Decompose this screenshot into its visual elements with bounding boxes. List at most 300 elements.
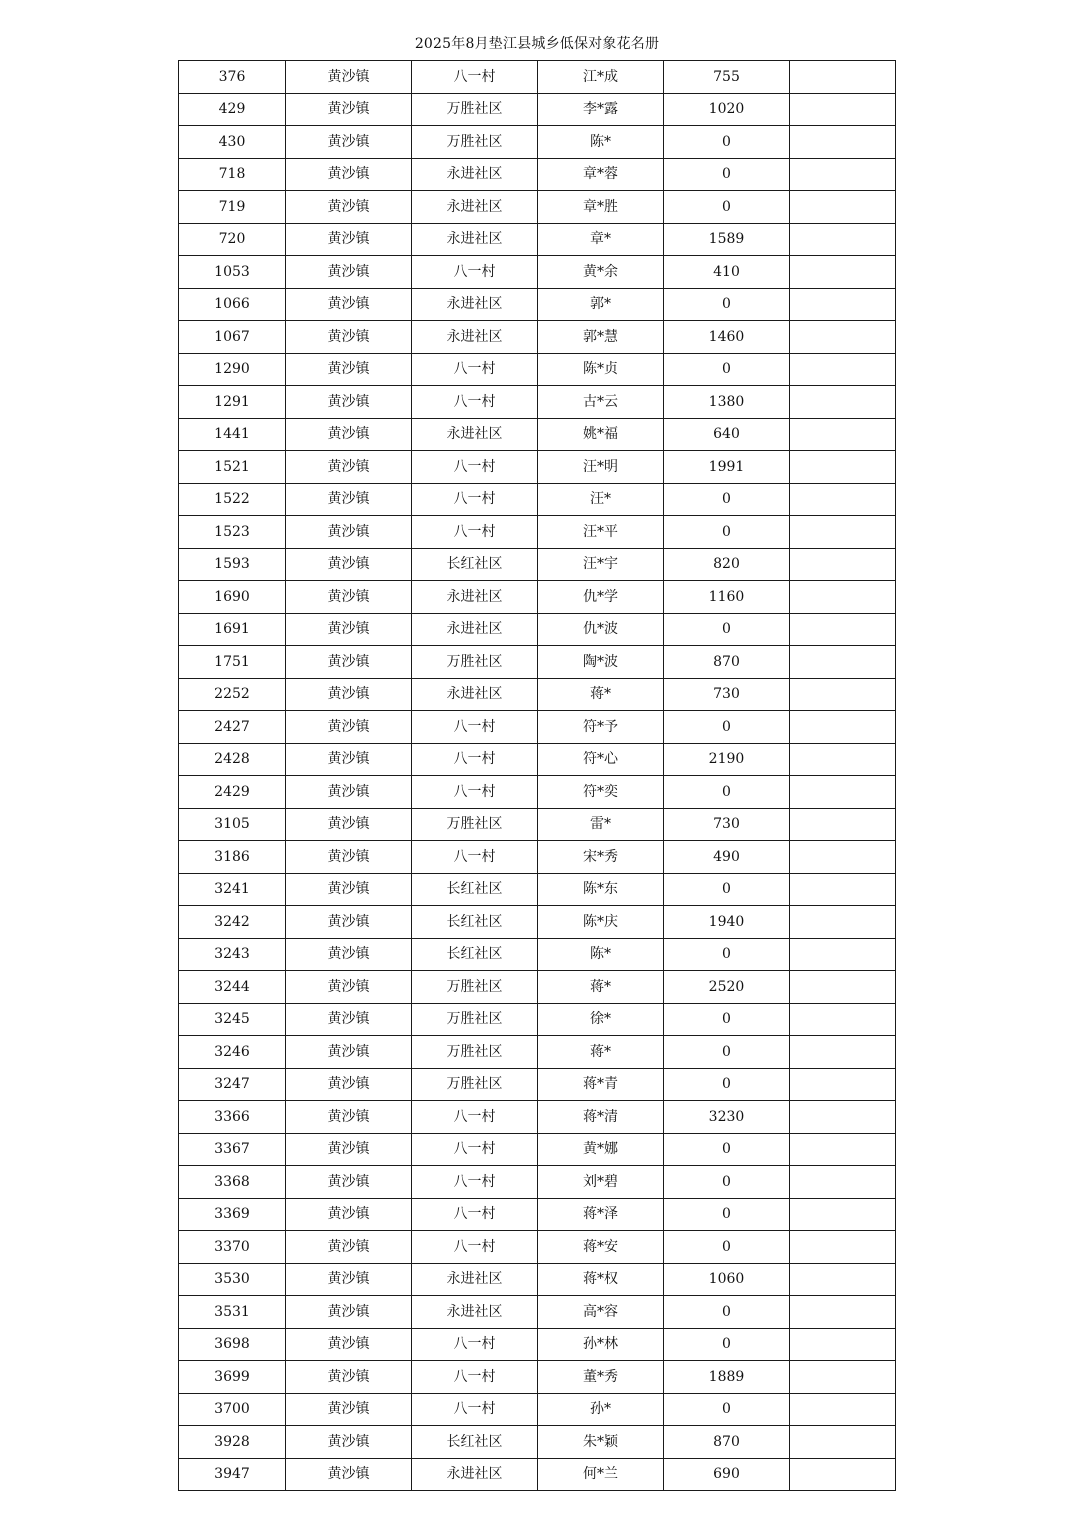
serial-number-cell: 429 xyxy=(179,93,286,126)
amount-cell: 820 xyxy=(664,548,790,581)
town-cell: 黄沙镇 xyxy=(286,1263,412,1296)
name-cell: 江*成 xyxy=(538,61,664,94)
amount-cell: 1889 xyxy=(664,1361,790,1394)
table-row xyxy=(179,418,896,451)
remark-cell xyxy=(790,808,896,841)
amount-cell: 0 xyxy=(664,353,790,386)
name-cell: 汪*宇 xyxy=(538,548,664,581)
town-cell: 黄沙镇 xyxy=(286,711,412,744)
remark-cell xyxy=(790,1263,896,1296)
name-cell: 郭* xyxy=(538,288,664,321)
village-cell: 万胜社区 xyxy=(412,808,538,841)
remark-cell xyxy=(790,1393,896,1426)
name-cell: 章* xyxy=(538,223,664,256)
village-cell: 长红社区 xyxy=(412,873,538,906)
village-cell: 永进社区 xyxy=(412,288,538,321)
village-cell: 永进社区 xyxy=(412,321,538,354)
table-row xyxy=(179,451,896,484)
name-cell: 陈*东 xyxy=(538,873,664,906)
town-cell: 黄沙镇 xyxy=(286,1393,412,1426)
serial-number-cell: 2429 xyxy=(179,776,286,809)
table-row xyxy=(179,1003,896,1036)
name-cell: 陈* xyxy=(538,126,664,159)
remark-cell xyxy=(790,158,896,191)
serial-number-cell: 3700 xyxy=(179,1393,286,1426)
serial-number-cell: 3698 xyxy=(179,1328,286,1361)
remark-cell xyxy=(790,678,896,711)
table-row xyxy=(179,808,896,841)
amount-cell: 0 xyxy=(664,1133,790,1166)
name-cell: 何*兰 xyxy=(538,1458,664,1491)
name-cell: 孙* xyxy=(538,1393,664,1426)
town-cell: 黄沙镇 xyxy=(286,646,412,679)
amount-cell: 3230 xyxy=(664,1101,790,1134)
village-cell: 长红社区 xyxy=(412,548,538,581)
town-cell: 黄沙镇 xyxy=(286,743,412,776)
amount-cell: 0 xyxy=(664,158,790,191)
table-row xyxy=(179,873,896,906)
remark-cell xyxy=(790,581,896,614)
village-cell: 八一村 xyxy=(412,353,538,386)
town-cell: 黄沙镇 xyxy=(286,1003,412,1036)
remark-cell xyxy=(790,451,896,484)
serial-number-cell: 3243 xyxy=(179,938,286,971)
town-cell: 黄沙镇 xyxy=(286,158,412,191)
serial-number-cell: 1066 xyxy=(179,288,286,321)
village-cell: 永进社区 xyxy=(412,678,538,711)
table-row xyxy=(179,1296,896,1329)
remark-cell xyxy=(790,613,896,646)
name-cell: 仇*波 xyxy=(538,613,664,646)
serial-number-cell: 3531 xyxy=(179,1296,286,1329)
remark-cell xyxy=(790,1328,896,1361)
town-cell: 黄沙镇 xyxy=(286,386,412,419)
village-cell: 永进社区 xyxy=(412,418,538,451)
village-cell: 八一村 xyxy=(412,1361,538,1394)
serial-number-cell: 3247 xyxy=(179,1068,286,1101)
name-cell: 宋*秀 xyxy=(538,841,664,874)
town-cell: 黄沙镇 xyxy=(286,223,412,256)
village-cell: 八一村 xyxy=(412,1231,538,1264)
amount-cell: 690 xyxy=(664,1458,790,1491)
table-row xyxy=(179,1393,896,1426)
table-row xyxy=(179,483,896,516)
remark-cell xyxy=(790,1101,896,1134)
serial-number-cell: 719 xyxy=(179,191,286,224)
town-cell: 黄沙镇 xyxy=(286,451,412,484)
remark-cell xyxy=(790,1166,896,1199)
table-row xyxy=(179,743,896,776)
remark-cell xyxy=(790,1036,896,1069)
village-cell: 永进社区 xyxy=(412,613,538,646)
table-row xyxy=(179,646,896,679)
table-row xyxy=(179,1036,896,1069)
village-cell: 八一村 xyxy=(412,1133,538,1166)
remark-cell xyxy=(790,1426,896,1459)
amount-cell: 730 xyxy=(664,678,790,711)
amount-cell: 0 xyxy=(664,1231,790,1264)
amount-cell: 755 xyxy=(664,61,790,94)
remark-cell xyxy=(790,93,896,126)
town-cell: 黄沙镇 xyxy=(286,256,412,289)
remark-cell xyxy=(790,776,896,809)
village-cell: 永进社区 xyxy=(412,581,538,614)
table-row xyxy=(179,1328,896,1361)
town-cell: 黄沙镇 xyxy=(286,1296,412,1329)
name-cell: 高*容 xyxy=(538,1296,664,1329)
amount-cell: 1160 xyxy=(664,581,790,614)
remark-cell xyxy=(790,126,896,159)
remark-cell xyxy=(790,223,896,256)
amount-cell: 0 xyxy=(664,613,790,646)
serial-number-cell: 2427 xyxy=(179,711,286,744)
amount-cell: 0 xyxy=(664,1068,790,1101)
name-cell: 姚*福 xyxy=(538,418,664,451)
table-row xyxy=(179,516,896,549)
table-row xyxy=(179,256,896,289)
name-cell: 徐* xyxy=(538,1003,664,1036)
village-cell: 永进社区 xyxy=(412,158,538,191)
table-row xyxy=(179,1101,896,1134)
village-cell: 八一村 xyxy=(412,776,538,809)
town-cell: 黄沙镇 xyxy=(286,1361,412,1394)
remark-cell xyxy=(790,743,896,776)
name-cell: 汪*明 xyxy=(538,451,664,484)
name-cell: 蒋*清 xyxy=(538,1101,664,1134)
name-cell: 黄*娜 xyxy=(538,1133,664,1166)
serial-number-cell: 718 xyxy=(179,158,286,191)
remark-cell xyxy=(790,548,896,581)
remark-cell xyxy=(790,1003,896,1036)
remark-cell xyxy=(790,646,896,679)
town-cell: 黄沙镇 xyxy=(286,1101,412,1134)
town-cell: 黄沙镇 xyxy=(286,483,412,516)
name-cell: 陈*贞 xyxy=(538,353,664,386)
serial-number-cell: 1690 xyxy=(179,581,286,614)
name-cell: 蒋* xyxy=(538,678,664,711)
serial-number-cell: 3369 xyxy=(179,1198,286,1231)
town-cell: 黄沙镇 xyxy=(286,841,412,874)
amount-cell: 1060 xyxy=(664,1263,790,1296)
amount-cell: 0 xyxy=(664,1198,790,1231)
name-cell: 符*心 xyxy=(538,743,664,776)
serial-number-cell: 720 xyxy=(179,223,286,256)
remark-cell xyxy=(790,191,896,224)
table-row xyxy=(179,191,896,224)
amount-cell: 0 xyxy=(664,516,790,549)
amount-cell: 1460 xyxy=(664,321,790,354)
serial-number-cell: 3186 xyxy=(179,841,286,874)
serial-number-cell: 1291 xyxy=(179,386,286,419)
town-cell: 黄沙镇 xyxy=(286,971,412,1004)
amount-cell: 2520 xyxy=(664,971,790,1004)
serial-number-cell: 430 xyxy=(179,126,286,159)
serial-number-cell: 3367 xyxy=(179,1133,286,1166)
table-row xyxy=(179,548,896,581)
village-cell: 八一村 xyxy=(412,451,538,484)
remark-cell xyxy=(790,1068,896,1101)
serial-number-cell: 2428 xyxy=(179,743,286,776)
village-cell: 八一村 xyxy=(412,386,538,419)
roster-table-body xyxy=(179,61,896,1491)
town-cell: 黄沙镇 xyxy=(286,1068,412,1101)
town-cell: 黄沙镇 xyxy=(286,61,412,94)
amount-cell: 0 xyxy=(664,938,790,971)
remark-cell xyxy=(790,971,896,1004)
village-cell: 八一村 xyxy=(412,483,538,516)
village-cell: 八一村 xyxy=(412,711,538,744)
town-cell: 黄沙镇 xyxy=(286,776,412,809)
remark-cell xyxy=(790,483,896,516)
town-cell: 黄沙镇 xyxy=(286,1328,412,1361)
name-cell: 章*蓉 xyxy=(538,158,664,191)
remark-cell xyxy=(790,288,896,321)
serial-number-cell: 1441 xyxy=(179,418,286,451)
town-cell: 黄沙镇 xyxy=(286,873,412,906)
town-cell: 黄沙镇 xyxy=(286,1166,412,1199)
village-cell: 永进社区 xyxy=(412,1263,538,1296)
remark-cell xyxy=(790,873,896,906)
amount-cell: 0 xyxy=(664,483,790,516)
serial-number-cell: 376 xyxy=(179,61,286,94)
village-cell: 八一村 xyxy=(412,256,538,289)
village-cell: 八一村 xyxy=(412,743,538,776)
serial-number-cell: 3530 xyxy=(179,1263,286,1296)
table-row xyxy=(179,1133,896,1166)
name-cell: 蒋* xyxy=(538,971,664,1004)
remark-cell xyxy=(790,1296,896,1329)
village-cell: 万胜社区 xyxy=(412,1003,538,1036)
name-cell: 仇*学 xyxy=(538,581,664,614)
village-cell: 长红社区 xyxy=(412,1426,538,1459)
table-row xyxy=(179,223,896,256)
town-cell: 黄沙镇 xyxy=(286,288,412,321)
remark-cell xyxy=(790,418,896,451)
town-cell: 黄沙镇 xyxy=(286,938,412,971)
serial-number-cell: 3241 xyxy=(179,873,286,906)
table-row xyxy=(179,938,896,971)
village-cell: 永进社区 xyxy=(412,223,538,256)
amount-cell: 1991 xyxy=(664,451,790,484)
remark-cell xyxy=(790,61,896,94)
village-cell: 八一村 xyxy=(412,61,538,94)
serial-number-cell: 1691 xyxy=(179,613,286,646)
table-row xyxy=(179,321,896,354)
town-cell: 黄沙镇 xyxy=(286,516,412,549)
remark-cell xyxy=(790,938,896,971)
name-cell: 陈* xyxy=(538,938,664,971)
table-row xyxy=(179,61,896,94)
serial-number-cell: 3368 xyxy=(179,1166,286,1199)
amount-cell: 0 xyxy=(664,711,790,744)
serial-number-cell: 1751 xyxy=(179,646,286,679)
remark-cell xyxy=(790,1361,896,1394)
table-row xyxy=(179,1166,896,1199)
name-cell: 符*奕 xyxy=(538,776,664,809)
amount-cell: 0 xyxy=(664,1296,790,1329)
remark-cell xyxy=(790,256,896,289)
town-cell: 黄沙镇 xyxy=(286,613,412,646)
amount-cell: 870 xyxy=(664,646,790,679)
serial-number-cell: 1522 xyxy=(179,483,286,516)
town-cell: 黄沙镇 xyxy=(286,678,412,711)
serial-number-cell: 3244 xyxy=(179,971,286,1004)
table-row xyxy=(179,288,896,321)
remark-cell xyxy=(790,1198,896,1231)
town-cell: 黄沙镇 xyxy=(286,1036,412,1069)
town-cell: 黄沙镇 xyxy=(286,126,412,159)
village-cell: 万胜社区 xyxy=(412,1036,538,1069)
name-cell: 古*云 xyxy=(538,386,664,419)
table-row xyxy=(179,158,896,191)
village-cell: 万胜社区 xyxy=(412,971,538,1004)
village-cell: 八一村 xyxy=(412,1101,538,1134)
village-cell: 八一村 xyxy=(412,1198,538,1231)
serial-number-cell: 3366 xyxy=(179,1101,286,1134)
remark-cell xyxy=(790,1458,896,1491)
amount-cell: 1589 xyxy=(664,223,790,256)
village-cell: 永进社区 xyxy=(412,1458,538,1491)
amount-cell: 0 xyxy=(664,191,790,224)
amount-cell: 0 xyxy=(664,873,790,906)
village-cell: 永进社区 xyxy=(412,1296,538,1329)
name-cell: 蒋*权 xyxy=(538,1263,664,1296)
table-row xyxy=(179,126,896,159)
name-cell: 蒋*泽 xyxy=(538,1198,664,1231)
town-cell: 黄沙镇 xyxy=(286,353,412,386)
serial-number-cell: 1290 xyxy=(179,353,286,386)
table-row xyxy=(179,841,896,874)
table-row xyxy=(179,1361,896,1394)
table-row xyxy=(179,906,896,939)
table-row xyxy=(179,93,896,126)
name-cell: 董*秀 xyxy=(538,1361,664,1394)
serial-number-cell: 3242 xyxy=(179,906,286,939)
table-row xyxy=(179,1231,896,1264)
name-cell: 符*予 xyxy=(538,711,664,744)
name-cell: 蒋*青 xyxy=(538,1068,664,1101)
town-cell: 黄沙镇 xyxy=(286,548,412,581)
name-cell: 李*露 xyxy=(538,93,664,126)
village-cell: 长红社区 xyxy=(412,906,538,939)
table-row xyxy=(179,1068,896,1101)
name-cell: 陶*波 xyxy=(538,646,664,679)
town-cell: 黄沙镇 xyxy=(286,418,412,451)
serial-number-cell: 2252 xyxy=(179,678,286,711)
amount-cell: 410 xyxy=(664,256,790,289)
village-cell: 八一村 xyxy=(412,1166,538,1199)
table-row xyxy=(179,971,896,1004)
serial-number-cell: 3246 xyxy=(179,1036,286,1069)
remark-cell xyxy=(790,1231,896,1264)
serial-number-cell: 1521 xyxy=(179,451,286,484)
table-row xyxy=(179,353,896,386)
amount-cell: 730 xyxy=(664,808,790,841)
village-cell: 八一村 xyxy=(412,1328,538,1361)
town-cell: 黄沙镇 xyxy=(286,906,412,939)
village-cell: 八一村 xyxy=(412,841,538,874)
amount-cell: 0 xyxy=(664,1393,790,1426)
village-cell: 万胜社区 xyxy=(412,126,538,159)
serial-number-cell: 1523 xyxy=(179,516,286,549)
table-row xyxy=(179,711,896,744)
roster-table xyxy=(178,60,896,1491)
amount-cell: 0 xyxy=(664,126,790,159)
village-cell: 八一村 xyxy=(412,516,538,549)
remark-cell xyxy=(790,711,896,744)
village-cell: 长红社区 xyxy=(412,938,538,971)
table-row xyxy=(179,581,896,614)
town-cell: 黄沙镇 xyxy=(286,1231,412,1264)
town-cell: 黄沙镇 xyxy=(286,321,412,354)
remark-cell xyxy=(790,841,896,874)
name-cell: 汪* xyxy=(538,483,664,516)
amount-cell: 1940 xyxy=(664,906,790,939)
remark-cell xyxy=(790,386,896,419)
amount-cell: 0 xyxy=(664,1166,790,1199)
town-cell: 黄沙镇 xyxy=(286,1133,412,1166)
name-cell: 蒋*安 xyxy=(538,1231,664,1264)
village-cell: 万胜社区 xyxy=(412,93,538,126)
name-cell: 郭*慧 xyxy=(538,321,664,354)
village-cell: 万胜社区 xyxy=(412,1068,538,1101)
amount-cell: 0 xyxy=(664,776,790,809)
table-row xyxy=(179,1263,896,1296)
amount-cell: 640 xyxy=(664,418,790,451)
amount-cell: 0 xyxy=(664,1328,790,1361)
amount-cell: 0 xyxy=(664,1003,790,1036)
serial-number-cell: 3699 xyxy=(179,1361,286,1394)
town-cell: 黄沙镇 xyxy=(286,1198,412,1231)
town-cell: 黄沙镇 xyxy=(286,808,412,841)
amount-cell: 2190 xyxy=(664,743,790,776)
serial-number-cell: 3370 xyxy=(179,1231,286,1264)
serial-number-cell: 3947 xyxy=(179,1458,286,1491)
document-title: 2025年8月垫江县城乡低保对象花名册 xyxy=(414,36,660,52)
amount-cell: 490 xyxy=(664,841,790,874)
serial-number-cell: 1593 xyxy=(179,548,286,581)
table-row xyxy=(179,613,896,646)
name-cell: 陈*庆 xyxy=(538,906,664,939)
name-cell: 汪*平 xyxy=(538,516,664,549)
name-cell: 章*胜 xyxy=(538,191,664,224)
serial-number-cell: 1053 xyxy=(179,256,286,289)
amount-cell: 0 xyxy=(664,1036,790,1069)
serial-number-cell: 3928 xyxy=(179,1426,286,1459)
remark-cell xyxy=(790,1133,896,1166)
town-cell: 黄沙镇 xyxy=(286,93,412,126)
remark-cell xyxy=(790,906,896,939)
village-cell: 八一村 xyxy=(412,1393,538,1426)
amount-cell: 1380 xyxy=(664,386,790,419)
town-cell: 黄沙镇 xyxy=(286,191,412,224)
table-row xyxy=(179,776,896,809)
amount-cell: 0 xyxy=(664,288,790,321)
town-cell: 黄沙镇 xyxy=(286,1458,412,1491)
serial-number-cell: 3245 xyxy=(179,1003,286,1036)
town-cell: 黄沙镇 xyxy=(286,1426,412,1459)
name-cell: 孙*林 xyxy=(538,1328,664,1361)
name-cell: 雷* xyxy=(538,808,664,841)
table-row xyxy=(179,1426,896,1459)
table-row xyxy=(179,386,896,419)
village-cell: 永进社区 xyxy=(412,191,538,224)
table-row xyxy=(179,1198,896,1231)
name-cell: 蒋* xyxy=(538,1036,664,1069)
name-cell: 刘*碧 xyxy=(538,1166,664,1199)
serial-number-cell: 3105 xyxy=(179,808,286,841)
remark-cell xyxy=(790,353,896,386)
